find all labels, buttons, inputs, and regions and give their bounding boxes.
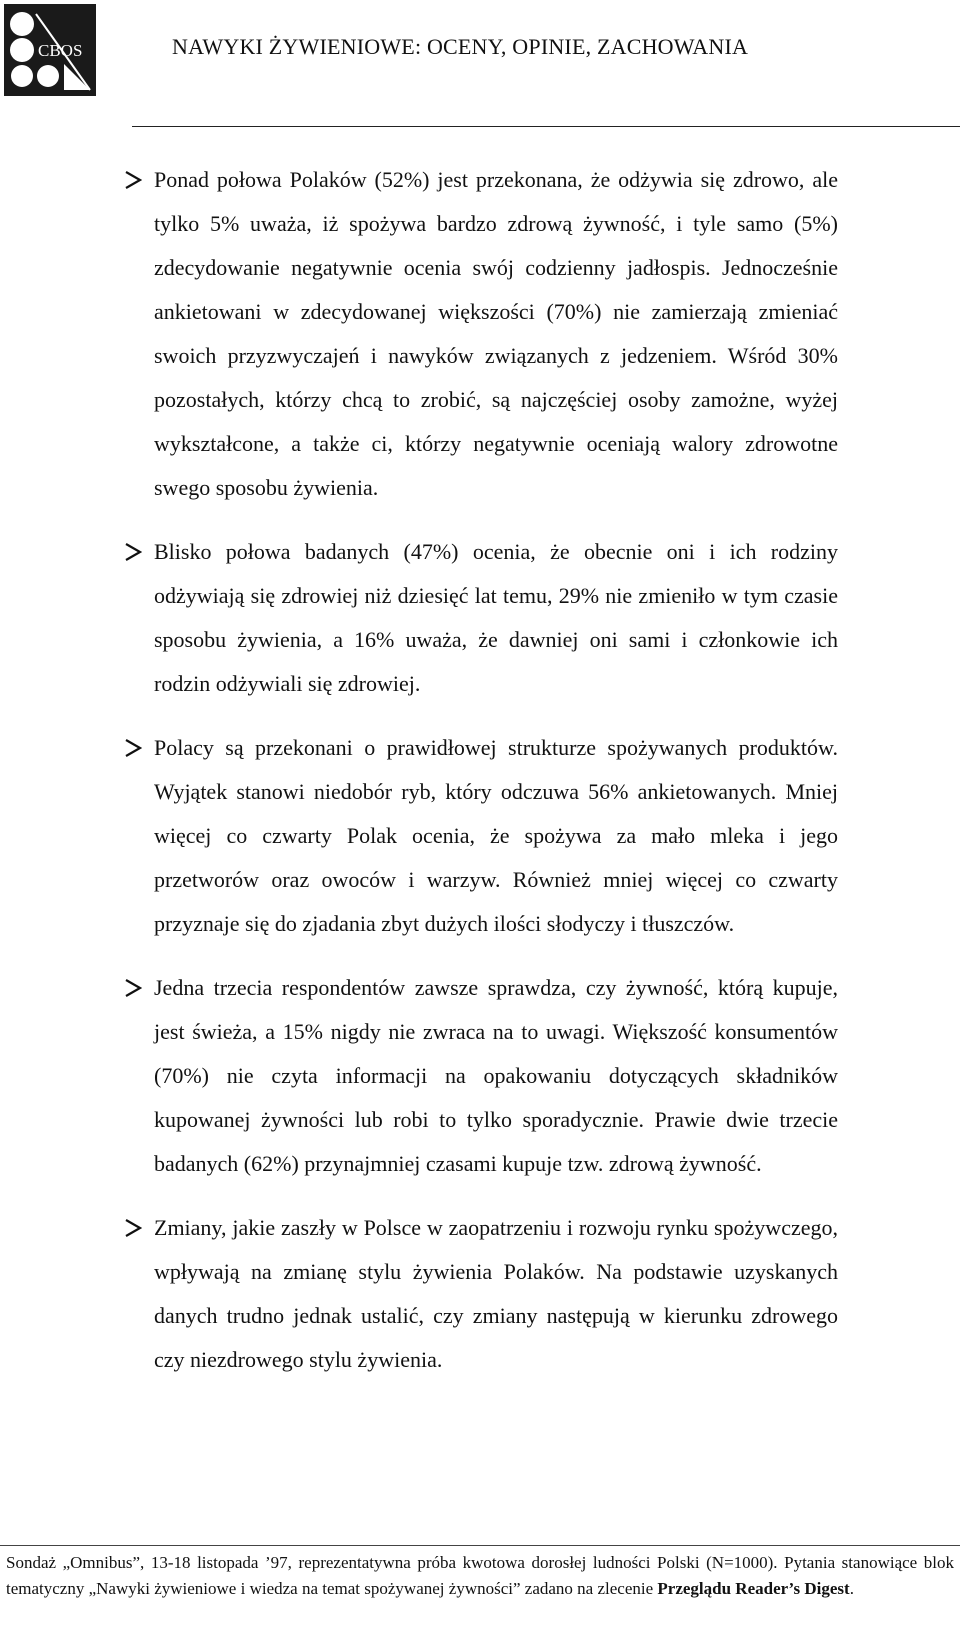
arrow-bullet-icon: [124, 171, 142, 189]
cbos-logo: [4, 4, 96, 96]
bullet-text: Ponad połowa Polaków (52%) jest przekonana, że odżywia się zdrowo, ale tylko 5% uważa, iż spożywa bardzo zdrową żywność, i tyle samo (5%) zdecydowanie negatywnie ocenia swój codzienny jadłospis. Jednocześnie ankietowani w zdecydowanej większości (70%) nie zamierzają zmieniać swoich przyzwyczajeń i nawyków związanych z jedzeniem. Wśród 30% pozostałych, którzy chcą to zrobić, są najczęściej osoby zamożne, wyżej wykształcone, a także ci, którzy negatywnie oceniają walory zdrowotne swego sposobu żywienia.: [154, 167, 838, 500]
bullet-text: Zmiany, jakie zaszły w Polsce w zaopatrzeniu i rozwoju rynku spożywczego, wpływają na zmianę stylu żywienia Polaków. Na podstawie uzyskanych danych trudno jednak ustalić, czy zmiany następują w kierunku zdrowego czy niezdrowego stylu żywienia.: [154, 1215, 838, 1372]
summary-bullet: [124, 158, 838, 510]
footnote-sponsor: Przeglądu Reader’s Digest: [657, 1579, 850, 1598]
summary-bullet: [124, 1206, 838, 1382]
summary-bullet-list: [124, 158, 838, 1402]
arrow-bullet-icon: [124, 543, 142, 561]
bullet-text: Jedna trzecia respondentów zawsze sprawdza, czy żywność, którą kupuje, jest świeża, a 15% nigdy nie zwraca na to uwagi. Większość konsumentów (70%) nie czyta informacji na opakowaniu dotyczących składników kupowanej żywności lub robi to tylko sporadycznie. Prawie dwie trzecie badanych (62%) przynajmniej czasami kupuje tzw. zdrową żywność.: [154, 975, 838, 1176]
logo-circle-mid: [10, 38, 34, 62]
logo-circle-bottom-left: [11, 65, 33, 87]
footnote-end: .: [849, 1579, 854, 1598]
summary-bullet: [124, 726, 838, 946]
arrow-bullet-icon: [124, 739, 142, 757]
logo-circle-bottom-mid: [37, 65, 59, 87]
arrow-bullet-icon: [124, 1219, 142, 1237]
logo-circle-top: [10, 12, 34, 36]
bullet-text: Blisko połowa badanych (47%) ocenia, że obecnie oni i ich rodziny odżywiają się zdrowiej niż dziesięć lat temu, 29% nie zmieniło w tym czasie sposobu żywienia, a 16% uważa, że dawniej oni sami i członkowie ich rodzin odżywiali się zdrowiej.: [154, 539, 838, 696]
footnote: [6, 1550, 954, 1602]
arrow-bullet-icon: [124, 979, 142, 997]
bullet-text: Polacy są przekonani o prawidłowej strukturze spożywanych produktów. Wyjątek stanowi niedobór ryb, który odczuwa 56% ankietowanych. Mniej więcej co czwarty Polak ocenia, że spożywa za mało mleka i jego przetworów oraz owoców i warzyw. Również mniej więcej co czwarty przyznaje się do zjadania zbyt dużych ilości słodyczy i tłuszczów.: [154, 735, 838, 936]
summary-bullet: [124, 966, 838, 1186]
header-title: NAWYKI ŻYWIENIOWE: OCENY, OPINIE, ZACHOWANIA: [172, 34, 749, 59]
logo-text: CBOS: [38, 41, 83, 60]
footnote-text: Sondaż „Omnibus”, 13-18 listopada ’97, reprezentatywna próba kwotowa dorosłej ludności Polski (N=1000). Pytania stanowiące blok tematyczny „Nawyki żywieniowe i wiedza na temat spożywanej żywności” zadano na zlecenie: [6, 1553, 954, 1598]
header-rule: [132, 126, 960, 127]
summary-bullet: [124, 530, 838, 706]
footer-rule: [0, 1545, 960, 1546]
